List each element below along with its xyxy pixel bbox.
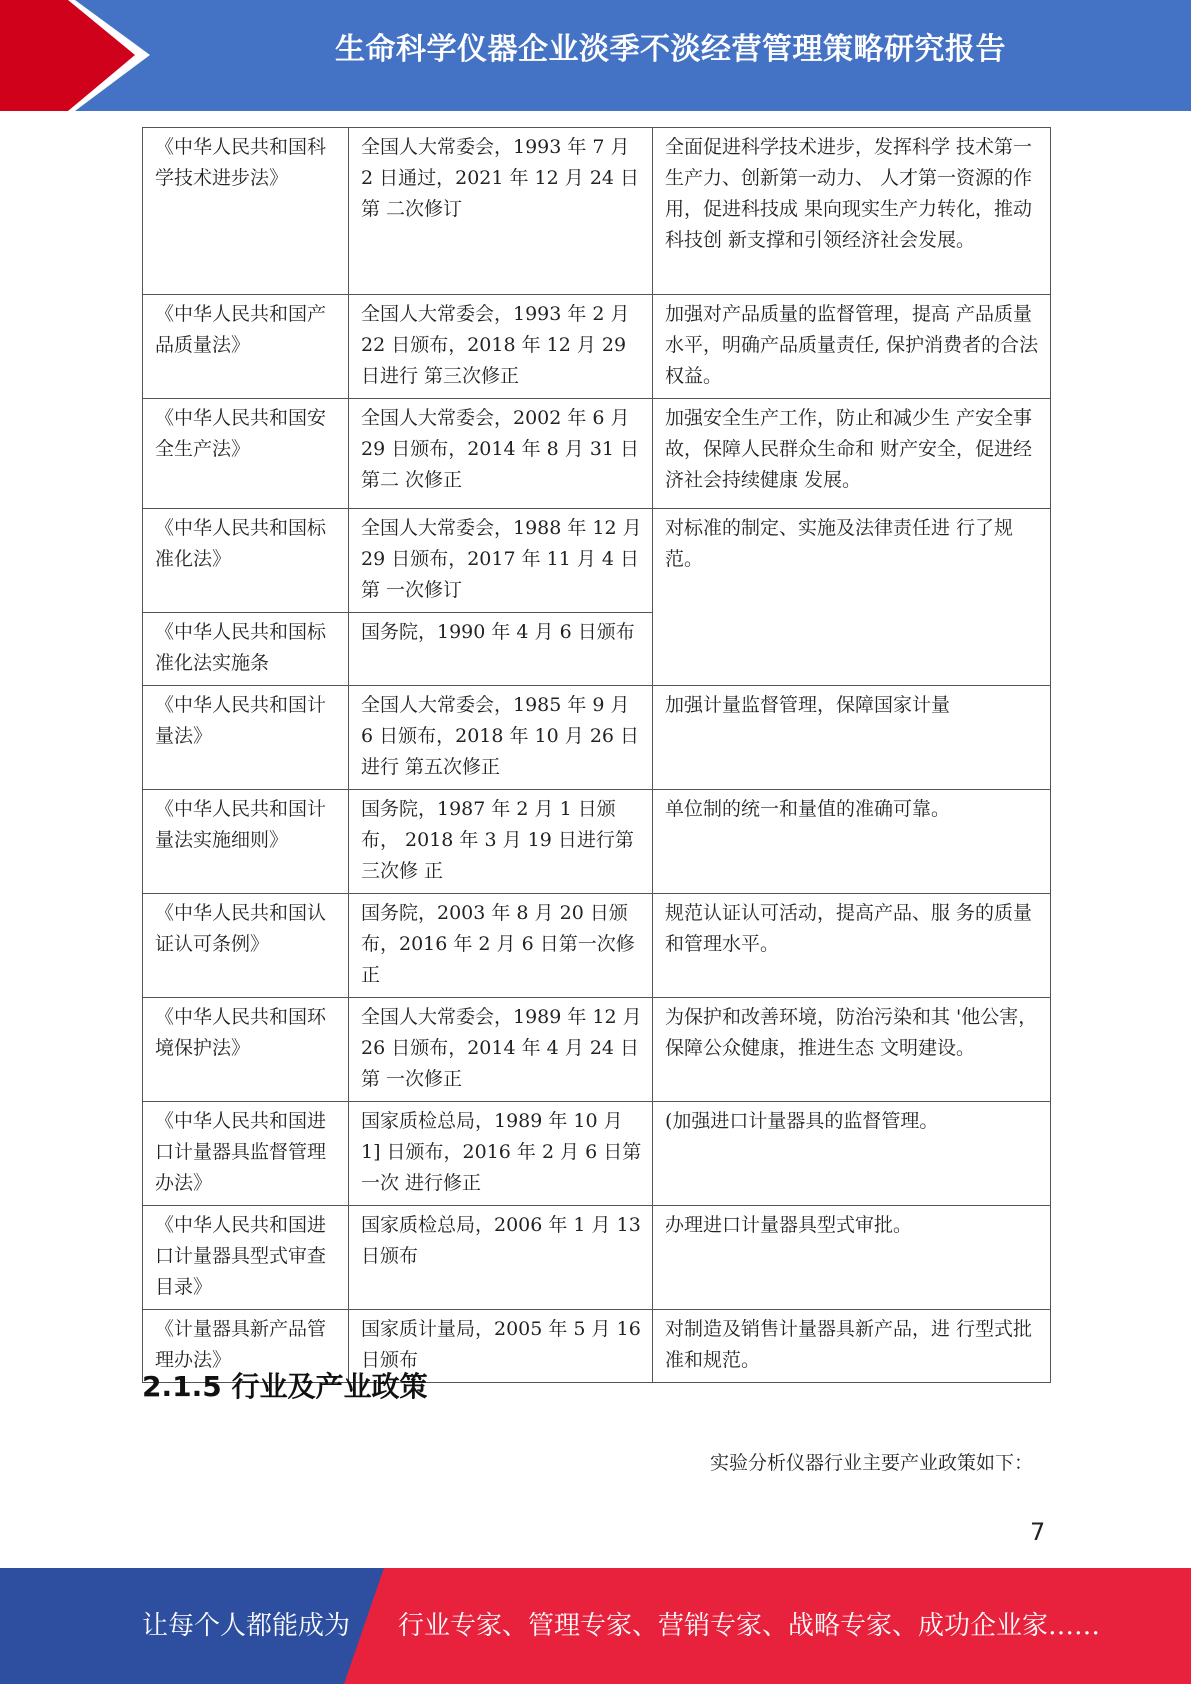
law-purpose: 对制造及销售计量器具新产品，进 行型式批准和规范。 [653, 1310, 1051, 1383]
law-issuer: 全国人大常委会，1985 年 9 月 6 日颁布，2018 年 10 月 26 日进行 第五次修正 [349, 686, 653, 790]
law-issuer: 国家质检总局，1989 年 10 月 1] 日颁布，2016 年 2 月 6 日第一次 进行修正 [349, 1102, 653, 1206]
law-issuer: 国家质检总局，2006 年 1 月 13 日颁布 [349, 1206, 653, 1310]
page-footer [0, 1568, 1191, 1684]
table-row [143, 295, 1051, 399]
table-row [143, 686, 1051, 790]
law-issuer: 全国人大常委会，1989 年 12 月 26 日颁布，2014 年 4 月 24 日第 一次修正 [349, 998, 653, 1102]
table-row [143, 128, 1051, 295]
section-heading: 2.1.5 行业及产业政策 [142, 1370, 428, 1403]
table-row [143, 1206, 1051, 1310]
law-issuer: 国家质计量局，2005 年 5 月 16 日颁布 [349, 1310, 653, 1383]
law-issuer: 国务院，1987 年 2 月 1 日颁布， 2018 年 3 月 19 日进行第三次修 正 [349, 790, 653, 894]
law-issuer: 全国人大常委会，1993 年 7 月 2 日通过，2021 年 12 月 24 日第 二次修订 [349, 128, 653, 295]
footer-slogan-right: 行业专家、管理专家、营销专家、战略专家、成功企业家…… [398, 1611, 1101, 1641]
law-purpose: 加强计量监督管理，保障国家计量 [653, 686, 1051, 790]
header-chevron-red [0, 0, 135, 111]
law-purpose: 规范认证认可活动，提高产品、服 务的质量和管理水平。 [653, 894, 1051, 998]
law-name: 《中华人民共和国认 证认可条例》 [143, 894, 349, 998]
law-name: 《计量器具新产品管 理办法》 [143, 1310, 349, 1383]
law-issuer: 国务院，2003 年 8 月 20 日颁布，2016 年 2 月 6 日第一次修正 [349, 894, 653, 998]
law-issuer: 全国人大常委会，1993 年 2 月 22 日颁布，2018 年 12 月 29 日进行 第三次修正 [349, 295, 653, 399]
law-name: 《中华人民共和国环 境保护法》 [143, 998, 349, 1102]
page-header [0, 0, 1191, 111]
law-name: 《中华人民共和国进 口计量器具型式审查 目录》 [143, 1206, 349, 1310]
law-name: 《中华人民共和国标 准化法》 [143, 509, 349, 613]
page-number: 7 [1030, 1518, 1046, 1546]
law-name: 《中华人民共和国计 量法》 [143, 686, 349, 790]
report-title: 生命科学仪器企业淡季不淡经营管理策略研究报告 [335, 32, 1006, 67]
law-purpose: (加强进口计量器具的监督管理。 [653, 1102, 1051, 1206]
law-name: 《中华人民共和国科 学技术进步法》 [143, 128, 349, 295]
table-row [143, 790, 1051, 894]
law-purpose: 单位制的统一和量值的准确可靠。 [653, 790, 1051, 894]
law-name: 《中华人民共和国安 全生产法》 [143, 399, 349, 509]
law-purpose: 为保护和改善环境，防治污染和其 '他公害，保障公众健康，推进生态 文明建设。 [653, 998, 1051, 1102]
table-row [143, 894, 1051, 998]
law-issuer: 全国人大常委会，2002 年 6 月 29 日颁布，2014 年 8 月 31 日第二 次修正 [349, 399, 653, 509]
table-row [143, 998, 1051, 1102]
law-name: 《中华人民共和国计 量法实施细则》 [143, 790, 349, 894]
table-row [143, 509, 1051, 613]
footer-slogan-left: 让每个人都能成为 [142, 1611, 351, 1641]
law-name: 《中华人民共和国标 准化法实施条 [143, 613, 349, 686]
law-purpose: 全面促进科学技术进步，发挥科学 技术第一生产力、创新第一动力、 人才第一资源的作用，促进科技成 果向现实生产力转化，推动科技创 新支撑和引领经济社会发展。 [653, 128, 1051, 295]
laws-table [142, 127, 1051, 1383]
law-purpose: 加强对产品质量的监督管理，提高 产品质量水平，明确产品质量责任, 保护消费者的合法权益。 [653, 295, 1051, 399]
law-issuer: 国务院，1990 年 4 月 6 日颁布 [349, 613, 653, 686]
law-purpose: 办理进口计量器具型式审批。 [653, 1206, 1051, 1310]
table-row [143, 399, 1051, 509]
law-purpose: 加强安全生产工作，防止和减少生 产安全事故，保障人民群众生命和 财产安全，促进经济社会持续健康 发展。 [653, 399, 1051, 509]
law-issuer: 全国人大常委会，1988 年 12 月 29 日颁布，2017 年 11 月 4 日第 一次修订 [349, 509, 653, 613]
table-row [143, 1102, 1051, 1206]
law-name: 《中华人民共和国进 口计量器具监督管理 办法》 [143, 1102, 349, 1206]
law-purpose: 对标准的制定、实施及法律责任进 行了规范。 [653, 509, 1051, 686]
body-paragraph: 实验分析仪器行业主要产业政策如下： [710, 1452, 1034, 1474]
law-name: 《中华人民共和国产 品质量法》 [143, 295, 349, 399]
